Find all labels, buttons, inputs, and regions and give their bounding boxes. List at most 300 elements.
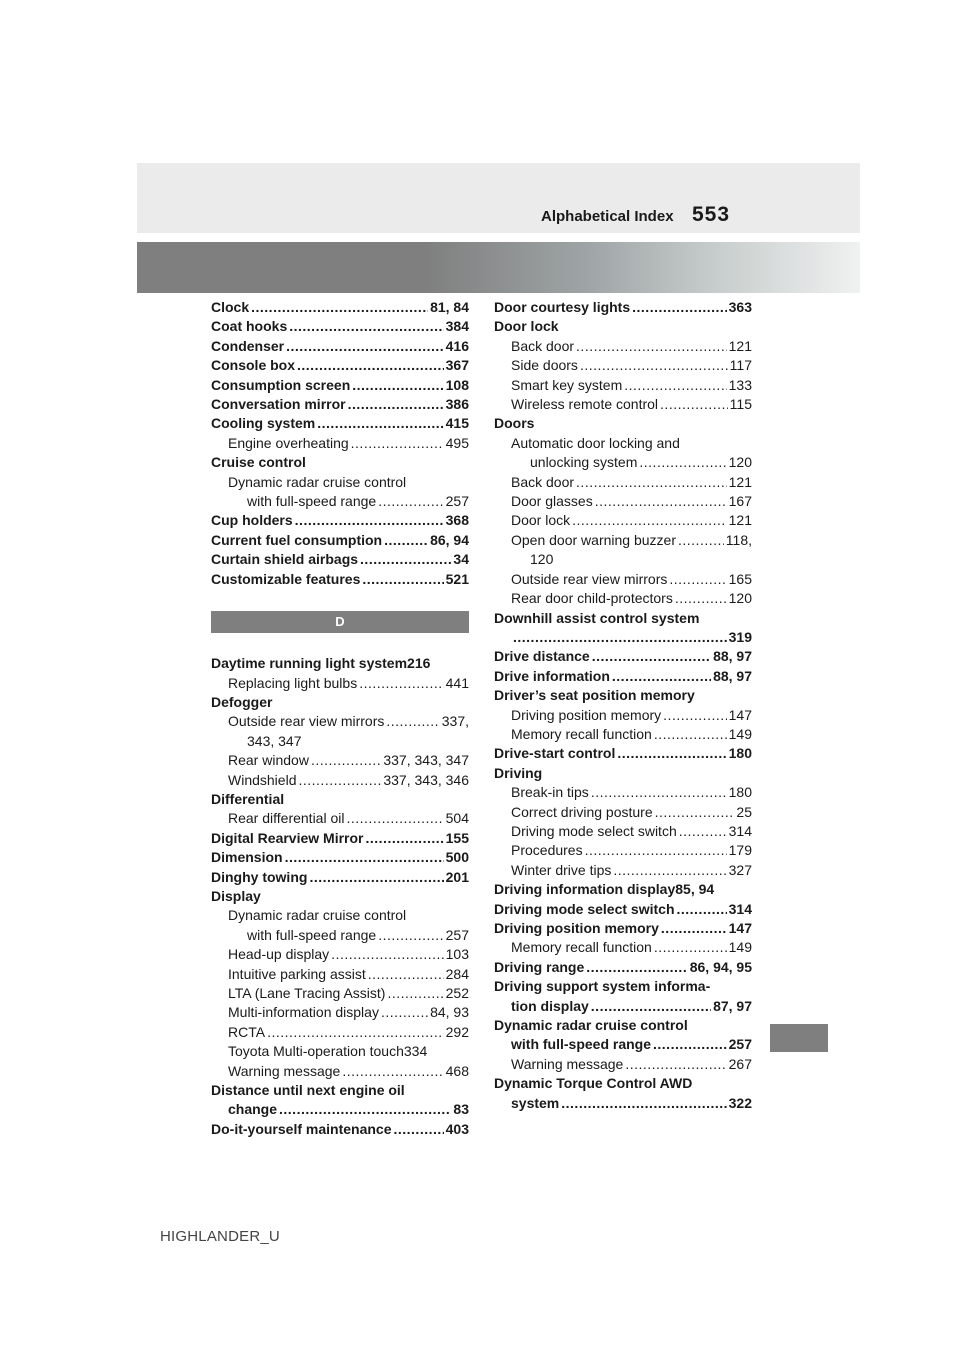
index-entry-page: 25 [736, 803, 752, 820]
index-entry [494, 900, 752, 919]
index-entry-term: with full-speed range [511, 1036, 652, 1053]
index-entry-term: Digital Rearview Mirror [211, 829, 364, 846]
dot-leader [351, 434, 444, 453]
index-entry [211, 771, 469, 790]
index-entry-page: 88, 97 [713, 667, 752, 684]
dot-leader [362, 570, 443, 589]
dot-leader [331, 945, 443, 964]
index-entry [211, 829, 469, 848]
index-entry [211, 654, 469, 673]
index-entry-term: Break-in tips [511, 784, 589, 801]
index-entry [211, 926, 469, 945]
dot-leader [309, 868, 443, 887]
index-entry [211, 492, 469, 511]
index-entry-page: 87, 97 [713, 997, 752, 1014]
index-entry-term: Console box [211, 357, 296, 374]
index-entry [211, 453, 469, 472]
index-entry-page: 179 [728, 842, 752, 859]
index-entry-term: Winter drive tips [511, 861, 612, 878]
index-entry-term: Dinghy towing [211, 868, 308, 885]
index-entry [494, 628, 752, 647]
index-entry-term: Wireless remote control [511, 396, 659, 413]
index-entry-term: Coat hooks [211, 318, 288, 335]
index-entry [494, 841, 752, 860]
dot-leader [368, 965, 444, 984]
index-entry [211, 751, 469, 770]
index-entry-page: 155 [445, 829, 469, 846]
index-entry-page: 147 [728, 920, 752, 936]
dot-leader [572, 511, 727, 530]
index-entry [494, 706, 752, 725]
index-entry [211, 1100, 469, 1119]
dot-leader [311, 751, 381, 770]
index-entry [211, 809, 469, 828]
index-entry-term: change [228, 1101, 278, 1118]
index-entry [211, 1062, 469, 1081]
dot-leader [295, 511, 444, 530]
index-entry-page: 149 [728, 939, 752, 956]
index-entry-term: Dynamic radar cruise control [494, 1017, 688, 1034]
index-entry [211, 984, 469, 1003]
header-band [137, 163, 860, 233]
index-entry-term: with full-speed range [247, 926, 377, 943]
index-entry [494, 997, 752, 1016]
index-entry-term: Toyota Multi-operation touch [228, 1043, 404, 1060]
index-entry-term: Replacing light bulbs [228, 674, 358, 691]
index-entry [494, 492, 752, 511]
index-entry-term: 343, 347 [247, 732, 302, 749]
index-entry [211, 511, 469, 530]
index-entry [494, 783, 752, 802]
dot-leader [595, 492, 727, 511]
index-entry [494, 764, 752, 783]
index-entry-page: 121 [728, 512, 752, 529]
index-entry-term: Outside rear view mirrors [228, 713, 385, 730]
index-entry [494, 667, 752, 686]
index-entry-term: Intuitive parking assist [228, 965, 366, 982]
index-entry-term: Procedures [511, 842, 583, 859]
index-entry [494, 376, 752, 395]
index-entry-term: Door glasses [511, 493, 593, 510]
index-entry-term: Door courtesy lights [494, 299, 631, 315]
dot-leader [585, 841, 727, 860]
dot-leader [663, 706, 726, 725]
index-entry [211, 337, 469, 356]
dot-leader [387, 984, 443, 1003]
index-entry-term: Downhill assist control system [494, 609, 700, 626]
index-entry-page: 117 [729, 357, 752, 374]
index-entry [494, 725, 752, 744]
dot-leader [617, 744, 726, 763]
index-entry-page: 84, 93 [430, 1004, 469, 1021]
index-entry-term: Driving position memory [511, 706, 662, 723]
index-entry-page: 86, 94 [430, 531, 469, 548]
dot-leader [381, 1003, 428, 1022]
index-entry-term: Cruise control [211, 454, 306, 471]
dot-leader [654, 938, 727, 957]
index-entry-page: 88, 97 [713, 648, 752, 665]
dot-leader [591, 997, 711, 1016]
index-entry-term: Clock [211, 299, 250, 315]
dot-leader [279, 1100, 451, 1119]
dot-leader [661, 919, 727, 938]
index-entry-page: 118, [725, 531, 752, 548]
dot-leader [289, 317, 443, 336]
index-entry [211, 1081, 469, 1100]
index-entry [494, 977, 752, 996]
dot-leader [297, 356, 444, 375]
index-entry-page: 121 [728, 473, 752, 490]
index-entry [494, 570, 752, 589]
index-entry-term: 120 [530, 551, 554, 568]
index-entry-term: Correct driving posture [511, 803, 653, 820]
index-entry [211, 693, 469, 712]
index-entry-term: Driving mode select switch [511, 822, 677, 839]
index-entry-term: Warning message [511, 1055, 624, 1072]
dot-leader [378, 926, 443, 945]
index-entry-page: 416 [445, 337, 469, 354]
index-entry [211, 1120, 469, 1139]
index-entry-page: 165 [728, 570, 752, 587]
index-entry-page: 83 [453, 1101, 469, 1118]
index-entry [211, 868, 469, 887]
index-entry-page: 314 [728, 900, 752, 917]
index-entry-term: tion display [511, 997, 589, 1014]
index-column-left [211, 298, 469, 1139]
index-entry-page: 34 [453, 551, 469, 568]
index-entry-page: 386 [445, 396, 469, 413]
index-entry [211, 906, 469, 925]
index-entry-term: Conversation mirror [211, 396, 346, 413]
dot-leader [561, 1094, 726, 1113]
dot-leader [576, 337, 727, 356]
dot-leader [342, 1062, 443, 1081]
index-entry-page: 86, 94, 95 [689, 958, 752, 975]
index-entry-term: Do-it-yourself maintenance [211, 1120, 392, 1137]
dot-leader [386, 712, 439, 731]
footer-model-code: HIGHLANDER_U [160, 1228, 280, 1245]
index-entry-page: 337, 343, 346 [383, 771, 469, 788]
index-entry [211, 317, 469, 336]
index-entry [211, 570, 469, 589]
dot-leader [346, 809, 443, 828]
index-entry-term: Smart key system [511, 376, 623, 393]
dot-leader [317, 414, 443, 433]
index-entry [494, 589, 752, 608]
index-entry-term: Engine overheating [228, 434, 349, 451]
index-entry [211, 790, 469, 809]
index-entry [494, 473, 752, 492]
index-entry-page: 367 [445, 357, 469, 374]
index-entry [211, 414, 469, 433]
index-entry-term: Door lock [511, 512, 571, 529]
index-entry [494, 317, 752, 336]
index-entry-term: Side doors [511, 357, 578, 374]
dot-leader [639, 453, 726, 472]
index-entry-page: 180 [728, 745, 752, 762]
index-entry [494, 822, 752, 841]
index-entry [494, 298, 752, 317]
index-entry [211, 674, 469, 693]
index-entry [494, 938, 752, 957]
dot-leader [612, 667, 711, 686]
index-entry-term: Drive distance [494, 648, 590, 665]
index-entry [211, 732, 469, 751]
index-entry-term: RCTA [228, 1023, 266, 1040]
dot-leader [267, 1023, 444, 1042]
index-entry-page: 334 [403, 1043, 428, 1060]
index-entry-term: Open door warning buzzer [511, 531, 676, 548]
page-title: Alphabetical Index [541, 208, 674, 225]
index-entry-term: Drive information [494, 667, 610, 684]
index-entry-page: 257 [728, 1036, 752, 1053]
dot-leader [678, 531, 724, 550]
index-entry [494, 434, 752, 453]
index-entry [211, 1003, 469, 1022]
index-entry-term: Driving information display [494, 881, 676, 898]
index-entry-term: Multi-information display [228, 1004, 379, 1021]
index-entry [494, 511, 752, 530]
dot-leader [298, 771, 381, 790]
index-entry-page: 314 [728, 822, 752, 839]
index-entry-term: Dynamic Torque Control AWD [494, 1075, 693, 1092]
dot-leader [655, 803, 735, 822]
dot-leader [625, 1055, 726, 1074]
index-entry-page: 149 [728, 725, 752, 742]
index-entry-page: 108 [445, 376, 469, 393]
index-entry-page: 500 [445, 849, 469, 866]
index-entry-term: Driving support system informa- [494, 978, 711, 995]
index-entry [494, 1016, 752, 1035]
index-entry-page: 252 [445, 985, 469, 1001]
index-entry-term: Windshield [228, 771, 297, 788]
dot-leader [348, 395, 444, 414]
dot-leader [591, 783, 727, 802]
index-entry [211, 395, 469, 414]
section-header-d: D [211, 611, 469, 633]
dot-leader [576, 473, 727, 492]
index-entry-page: 292 [445, 1023, 469, 1040]
dot-leader [586, 958, 687, 977]
index-entry-term: Dynamic radar cruise control [228, 473, 407, 490]
index-entry-term: Rear differential oil [228, 810, 345, 827]
index-entry [211, 965, 469, 984]
index-entry-term: LTA (Lane Tracing Assist) [228, 985, 386, 1001]
index-entry-term: Driver’s seat position memory [494, 687, 695, 704]
dot-leader [366, 829, 444, 848]
index-entry-term: Differential [211, 790, 285, 807]
index-entry-term: Back door [511, 337, 575, 354]
index-entry-term: unlocking system [530, 454, 638, 471]
index-entry [494, 531, 752, 550]
index-entry-page: 415 [445, 415, 469, 432]
dot-leader [679, 822, 727, 841]
index-entry-page: 103 [445, 946, 469, 963]
index-entry-term: Current fuel consumption [211, 531, 383, 548]
index-group-d [211, 654, 469, 1139]
index-entry [494, 803, 752, 822]
dot-leader [675, 589, 727, 608]
index-entry [494, 686, 752, 705]
index-entry-term: Consumption screen [211, 376, 351, 393]
dot-leader [352, 376, 443, 395]
index-entry-page: 441 [445, 674, 469, 691]
index-entry-page: 337, 343, 347 [383, 752, 469, 769]
index-entry [494, 958, 752, 977]
index-entry-page: 337, [441, 713, 469, 730]
dot-leader [359, 674, 443, 693]
index-entry-term: Door lock [494, 318, 559, 335]
index-entry-page: 327 [728, 861, 752, 878]
dot-leader [513, 628, 727, 647]
index-entry [494, 453, 752, 472]
index-entry [494, 647, 752, 666]
index-group-d-continued [494, 298, 752, 1113]
index-entry [494, 861, 752, 880]
dot-leader [285, 848, 444, 867]
index-column-right [494, 298, 752, 1113]
index-entry-page: 468 [445, 1062, 469, 1079]
index-entry-term: Outside rear view mirrors [511, 570, 668, 587]
index-entry-page: 216 [407, 655, 431, 672]
index-entry-page: 121 [728, 337, 752, 354]
index-entry-page: 257 [445, 493, 469, 510]
index-entry-page: 120 [728, 454, 752, 471]
index-entry [494, 880, 752, 899]
index-entry-term: Driving range [494, 958, 585, 975]
dot-leader [580, 356, 728, 375]
index-entry-term: Drive-start control [494, 745, 616, 762]
index-entry [211, 945, 469, 964]
index-entry-page: 363 [728, 299, 752, 315]
index-entry [211, 887, 469, 906]
index-group-c [211, 298, 469, 589]
index-entry-page: 267 [728, 1055, 752, 1072]
dot-leader [632, 298, 727, 317]
index-entry [211, 531, 469, 550]
index-entry-page: 180 [728, 784, 752, 801]
index-entry-term: Dimension [211, 849, 283, 866]
index-entry-page: 284 [445, 965, 469, 982]
index-entry-term: Rear window [228, 752, 309, 769]
dot-leader [613, 861, 726, 880]
index-entry-term: Defogger [211, 693, 273, 710]
index-entry-term: Automatic door locking and [511, 434, 680, 451]
dot-leader [624, 376, 726, 395]
index-entry-term: Daytime running light system [211, 655, 408, 672]
index-entry [494, 1035, 752, 1054]
index-entry [494, 609, 752, 628]
index-entry-page: 322 [728, 1094, 752, 1111]
index-entry [494, 356, 752, 375]
index-entry-term: Display [211, 887, 261, 904]
index-entry [494, 744, 752, 763]
index-entry-page: 403 [445, 1120, 469, 1137]
dot-leader [360, 550, 451, 569]
index-entry-page: 120 [728, 590, 752, 607]
index-entry [494, 337, 752, 356]
index-entry [211, 473, 469, 492]
index-entry-term: Driving position memory [494, 920, 659, 936]
index-entry [494, 919, 752, 938]
index-entry [494, 550, 752, 569]
index-entry-page: 147 [728, 706, 752, 723]
index-entry-term: Driving mode select switch [494, 900, 675, 917]
index-entry [211, 298, 469, 317]
dot-leader [660, 395, 728, 414]
index-entry-page: 504 [445, 810, 469, 827]
index-entry-page: 319 [728, 628, 752, 645]
index-entry-page: 133 [728, 376, 752, 393]
dot-leader [677, 900, 727, 919]
index-entry [211, 712, 469, 731]
index-entry-term: Cooling system [211, 415, 316, 432]
dot-leader [378, 492, 443, 511]
dot-leader [286, 337, 444, 356]
header-gradient-bar [137, 242, 860, 293]
section-thumb-tab [770, 1024, 828, 1052]
index-entry-page: 521 [445, 570, 469, 587]
index-entry-page: 368 [445, 512, 469, 529]
index-entry [494, 1094, 752, 1113]
index-entry-page: 257 [445, 926, 469, 943]
index-entry-term: Cup holders [211, 512, 293, 529]
index-entry-term: Back door [511, 473, 575, 490]
index-entry-term: Customizable features [211, 570, 361, 587]
index-entry [211, 376, 469, 395]
index-entry-page: 201 [445, 868, 469, 885]
index-entry-term: Memory recall function [511, 939, 652, 956]
dot-leader [384, 531, 428, 550]
index-entry-term: Doors [494, 415, 535, 432]
index-entry [494, 1074, 752, 1093]
index-entry-term: Warning message [228, 1062, 341, 1079]
index-entry-term: Rear door child-protectors [511, 590, 673, 607]
dot-leader [393, 1120, 443, 1139]
index-entry-term: with full-speed range [247, 493, 377, 510]
index-entry [494, 1055, 752, 1074]
index-entry [494, 414, 752, 433]
dot-leader [654, 725, 727, 744]
index-entry-page: 167 [728, 493, 752, 510]
index-entry-page: 384 [445, 318, 469, 335]
page-number: 553 [692, 203, 731, 226]
index-entry-term: Head-up display [228, 946, 330, 963]
dot-leader [669, 570, 726, 589]
index-entry-term: Distance until next engine oil [211, 1082, 405, 1099]
index-entry [211, 1042, 469, 1061]
index-entry-page: 495 [445, 434, 469, 451]
index-entry [211, 550, 469, 569]
index-entry-term: system [511, 1094, 560, 1111]
index-entry-page: 115 [729, 396, 752, 413]
index-entry-term: Dynamic radar cruise control [228, 907, 407, 924]
index-entry-term: Memory recall function [511, 725, 652, 742]
index-entry [211, 848, 469, 867]
index-entry [494, 395, 752, 414]
dot-leader [653, 1035, 727, 1054]
index-entry [211, 434, 469, 453]
index-entry [211, 1023, 469, 1042]
index-entry [211, 356, 469, 375]
index-entry-term: Condenser [211, 337, 285, 354]
index-entry-term: Curtain shield airbags [211, 551, 359, 568]
index-entry-term: Driving [494, 764, 543, 781]
index-entry-page: 81, 84 [430, 299, 469, 315]
dot-leader [592, 647, 711, 666]
dot-leader [251, 298, 428, 317]
index-entry-page: 85, 94 [675, 881, 715, 898]
